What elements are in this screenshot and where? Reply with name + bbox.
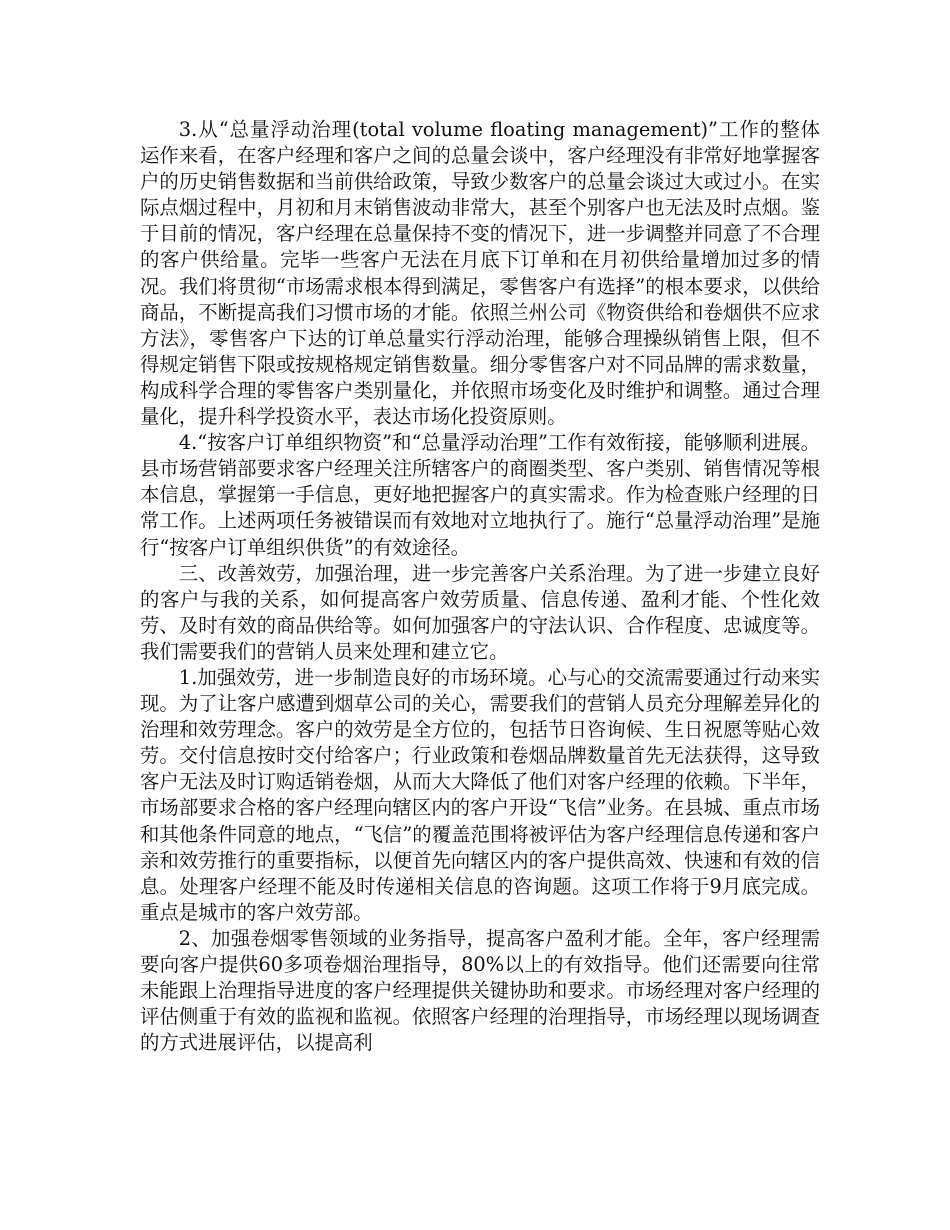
paragraph-total-volume-floating: 3.从“总量浮动治理(total volume floating management)”工作的整体运作来看，在客户经理和客户之间的总量会谈中，客户经理没有非常好地掌握客户的历史销售数据和当前供给政策，导致少数客户的总量会谈过大或过小。在实际点烟过程中，月初和月末销售波动非常大，甚至个别客户也无法及时点烟。鉴于目前的情况，客户经理在总量保持不变的情况下，进一步调整并同意了不合理的客户供给量。完毕一些客户无法在月底下订单和在月初供给量增加过多的情况。我们将贯彻“市场需求根本得到满足，零售客户有选择”的根本要求，以供给商品，不断提高我们习惯市场的才能。依照兰州公司《物资供给和卷烟供不应求方法》，零售客户下达的订单总量实行浮动治理，能够合理操纵销售上限，但不得规定销售下限或按规格规定销售数量。细分零售客户对不同品牌的需求数量，构成科学合理的零售客户类别量化，并依照市场变化及时维护和调整。通过合理量化，提升科学投资水平，表达市场化投资原则。 [140, 118, 820, 429]
document-body [140, 117, 820, 1056]
paragraph-order-organization: 4.“按客户订单组织物资”和“总量浮动治理”工作有效衔接，能够顺利进展。县市场营销部要求客户经理关注所辖客户的商圈类型、客户类别、销售情况等根本信息，掌握第一手信息，更好地把握客户的真实需求。作为检查账户经理的日常工作。上述两项任务被错误而有效地对立地执行了。施行“总量浮动治理”是施行“按客户订单组织供货”的有效途径。 [140, 431, 820, 559]
paragraph-service-improvement: 1.加强效劳，进一步制造良好的市场环境。心与心的交流需要通过行动来实现。为了让客户感遭到烟草公司的关心，需要我们的营销人员充分理解差异化的治理和效劳理念。客户的效劳是全方位的，包括节日咨询候、生日祝愿等贴心效劳。交付信息按时交付给客户；行业政策和卷烟品牌数量首先无法获得，这导致客户无法及时订购适销卷烟，从而大大降低了他们对客户经理的依赖。下半年，市场部要求合格的客户经理向辖区内的客户开设“飞信”业务。在县城、重点市场和其他条件同意的地点，“飞信”的覆盖范围将被评估为客户经理信息传递和客户亲和效劳推行的重要指标，以便首先向辖区内的客户提供高效、快速和有效的信息。处理客户经理不能及时传递相关信息的咨询题。这项工作将于9月底完成。重点是城市的客户效劳部。 [140, 665, 820, 924]
paragraph-customer-relationship: 三、改善效劳，加强治理，进一步完善客户关系治理。为了进一步建立良好的客户与我的关系，如何提高客户效劳质量、信息传递、盈利才能、个性化效劳、及时有效的商品供给等。如何加强客户的守法认识、合作程度、忠诚度等。我们需要我们的营销人员来处理和建立它。 [140, 561, 820, 663]
paragraph-retail-guidance: 2、加强卷烟零售领域的业务指导，提高客户盈利才能。全年，客户经理需要向客户提供60多项卷烟治理指导，80%以上的有效指导。他们还需要向往常未能跟上治理指导进度的客户经理提供关键协助和要求。市场经理对客户经理的评估侧重于有效的监视和监视。依照客户经理的治理指导，市场经理以现场调查的方式进展评估，以提高利 [140, 926, 820, 1055]
